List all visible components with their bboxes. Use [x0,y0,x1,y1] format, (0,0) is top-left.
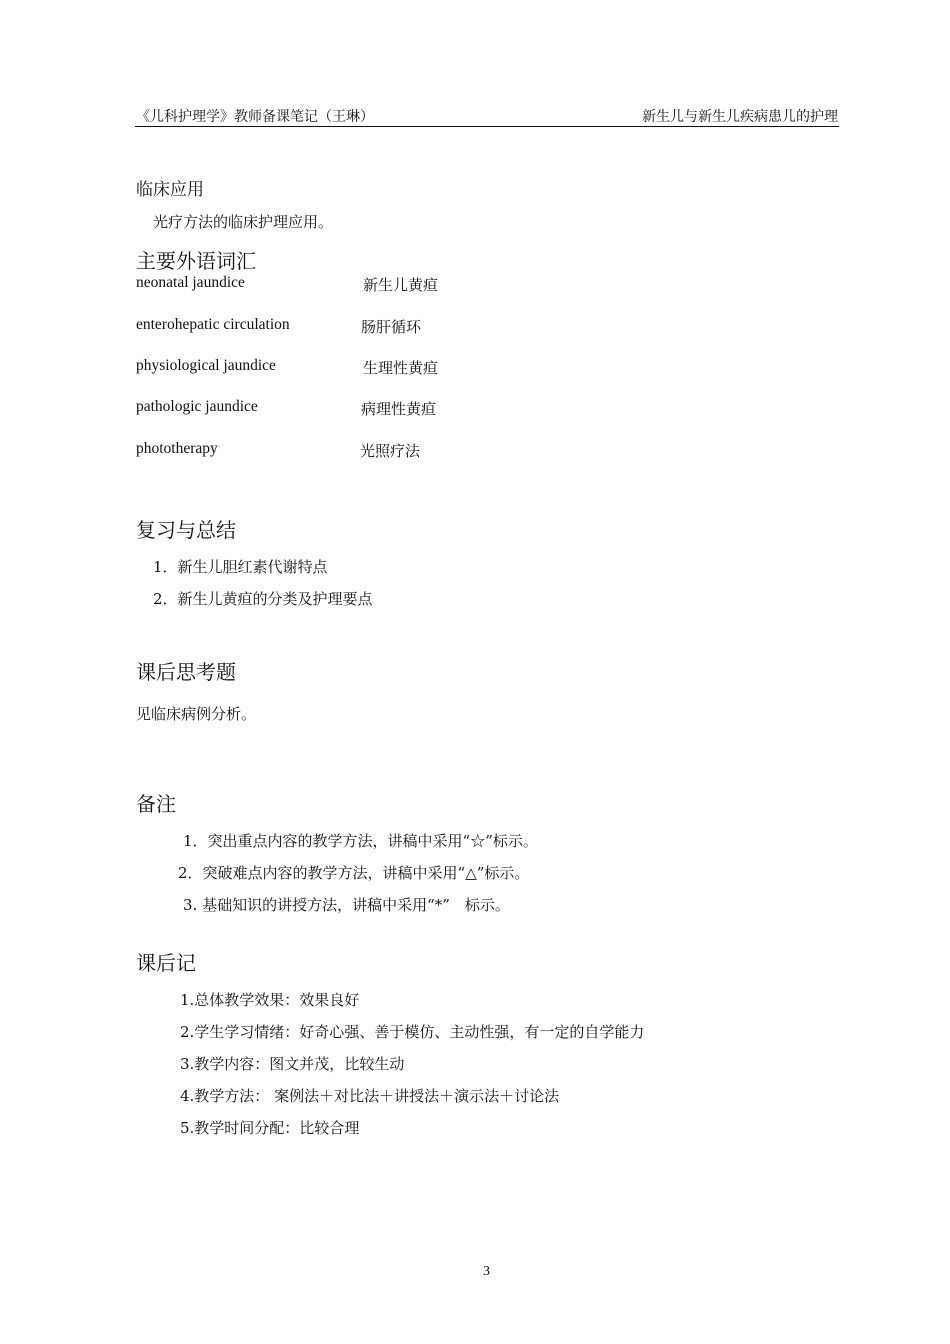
vocab-term-en: neonatal jaundice [136,274,245,291]
vocab-term-zh: 生理性黄疸 [363,359,439,377]
review-item: 1．新生儿胆红素代谢特点 [153,558,328,576]
afterclass-item: 5.教学时间分配：比较合理 [180,1119,360,1137]
remarks-heading: 备注 [136,792,176,816]
review-heading: 复习与总结 [136,518,236,542]
vocab-term-en: phototherapy [136,440,218,457]
thinking-text: 见临床病例分析。 [136,705,257,723]
afterclass-item: 4.教学方法： 案例法＋对比法＋讲授法＋演示法＋讨论法 [180,1087,560,1105]
vocab-term-zh: 光照疗法 [360,442,421,460]
afterclass-item: 1.总体教学效果：效果良好 [180,991,360,1009]
vocab-term-zh: 肠肝循环 [361,318,422,336]
clinical-heading: 临床应用 [136,180,204,200]
vocab-term-en: physiological jaundice [136,357,276,374]
vocab-term-en: enterohepatic circulation [136,316,290,333]
header-right-title: 新生儿与新生儿疾病患儿的护理 [642,109,838,125]
afterclass-heading: 课后记 [136,951,196,975]
page-number: 3 [483,1264,490,1279]
review-item: 2．新生儿黄疸的分类及护理要点 [153,590,373,608]
afterclass-item: 3.教学内容：图文并茂，比较生动 [180,1055,405,1073]
header-rule [135,126,839,127]
header-left-title: 《儿科护理学》教师备课笔记（王琳） [136,109,374,125]
remarks-item: 2．突破难点内容的教学方法，讲稿中采用“△”标示。 [178,864,530,882]
vocab-heading: 主要外语词汇 [136,249,256,273]
vocab-term-en: pathologic jaundice [136,398,258,415]
clinical-text: 光疗方法的临床护理应用。 [153,213,334,231]
thinking-heading: 课后思考题 [136,660,236,684]
vocab-term-zh: 新生儿黄疸 [363,276,439,294]
afterclass-item: 2.学生学习情绪：好奇心强、善于模仿、主动性强，有一定的自学能力 [180,1023,645,1041]
remarks-item: 3. 基础知识的讲授方法，讲稿中采用“*” 标示。 [183,896,510,914]
vocab-term-zh: 病理性黄疸 [361,400,437,418]
remarks-item: 1．突出重点内容的教学方法，讲稿中采用“☆”标示。 [183,832,538,850]
